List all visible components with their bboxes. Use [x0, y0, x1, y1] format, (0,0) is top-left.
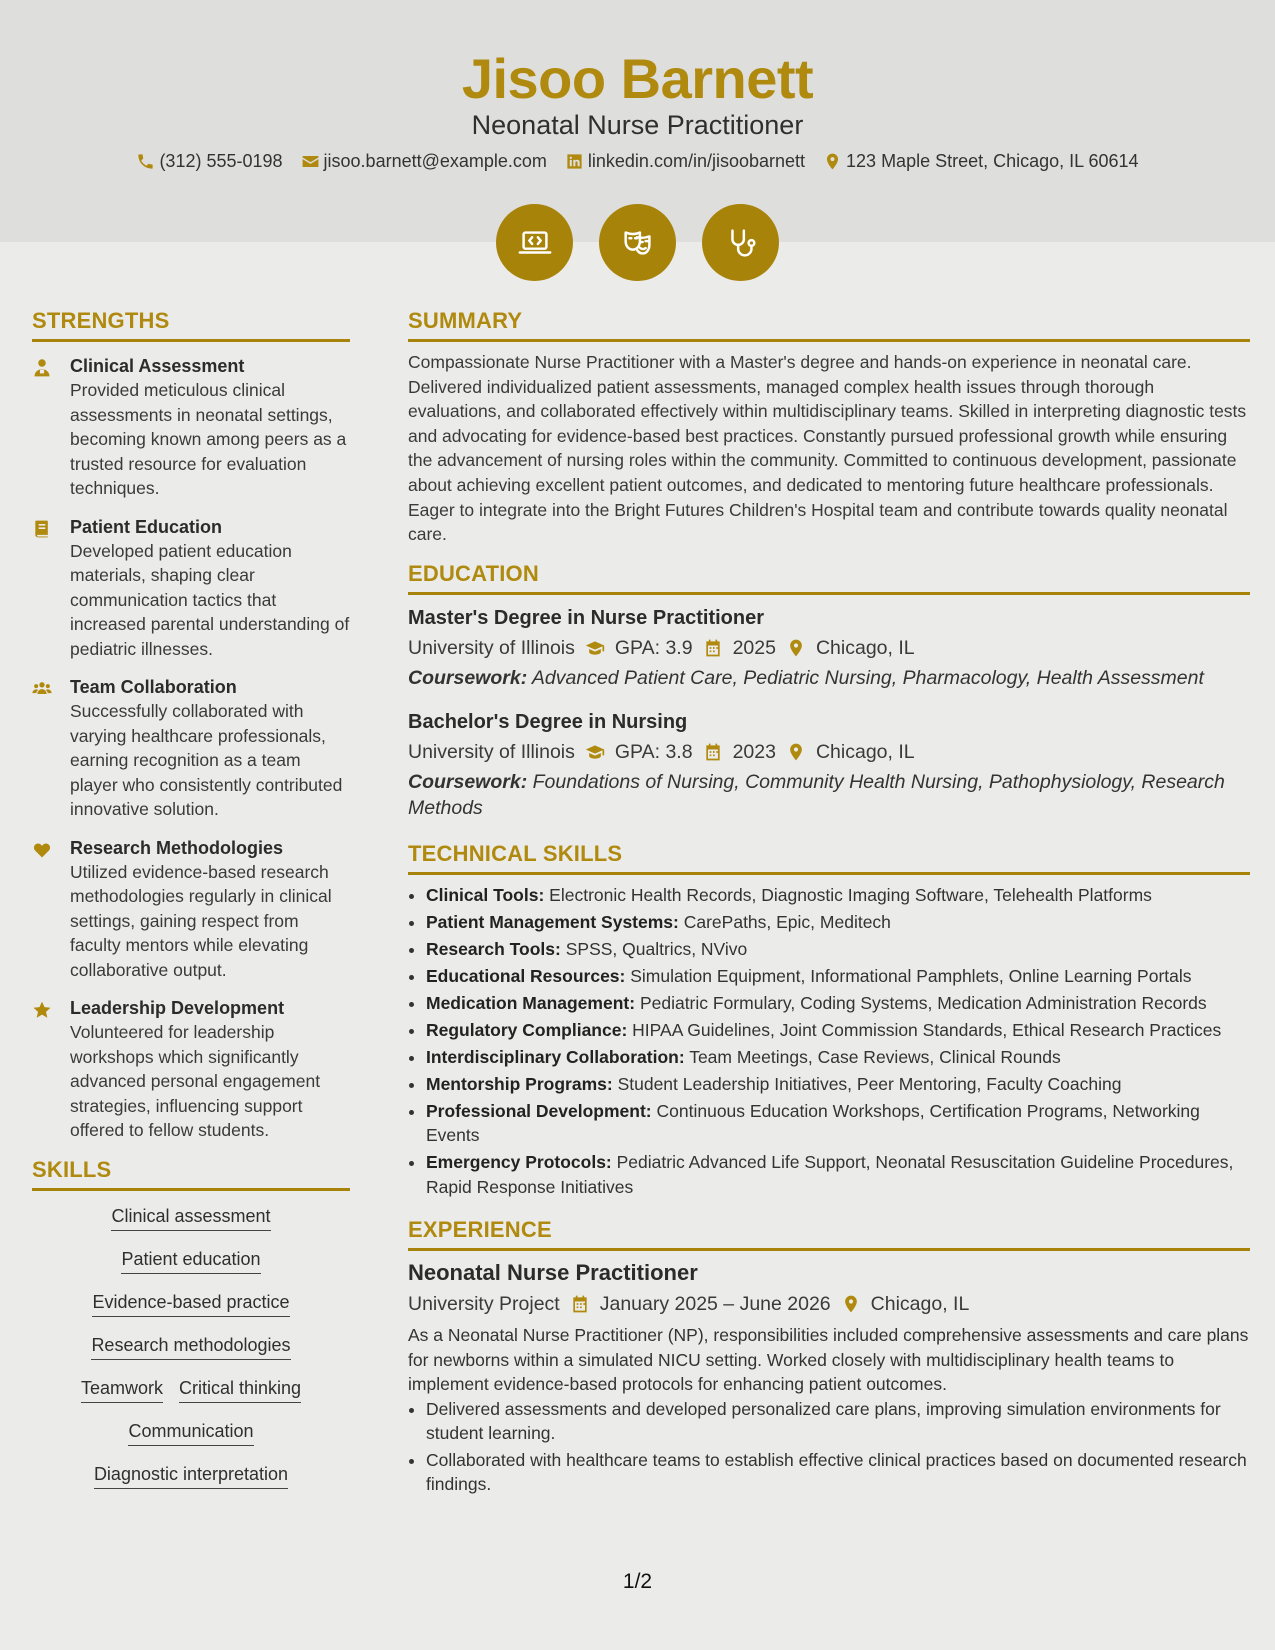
- coursework-text: Foundations of Nursing, Community Health Nursing, Pathophysiology, Research Methods: [408, 770, 1225, 819]
- skill-label: Educational Resources:: [426, 965, 626, 986]
- strengths-list: [32, 354, 350, 1143]
- strength-title: Clinical Assessment: [70, 356, 245, 376]
- map-marker-icon: [786, 742, 806, 762]
- skill-value: Team Meetings, Case Reviews, Clinical Rounds: [689, 1046, 1061, 1067]
- strength-title: Leadership Development: [70, 998, 285, 1018]
- skill-label: Medication Management:: [426, 992, 636, 1013]
- education-location: Chicago, IL: [815, 636, 915, 659]
- map-marker-icon: [823, 152, 842, 171]
- envelope-icon: [301, 152, 320, 171]
- users-icon: [32, 675, 70, 822]
- list-item: [426, 937, 1250, 962]
- skill-tag: Critical thinking: [179, 1377, 301, 1403]
- gpa: GPA: 3.9: [614, 636, 693, 659]
- strength-item: [32, 354, 350, 501]
- skills-heading: SKILLS: [32, 1157, 350, 1191]
- map-marker-icon: [786, 638, 806, 658]
- coursework: [408, 665, 1250, 691]
- skill-tag: Evidence-based practice: [92, 1291, 289, 1317]
- skill-label: Emergency Protocols:: [426, 1152, 612, 1173]
- job-position: Neonatal Nurse Practitioner: [408, 1260, 698, 1286]
- contact-bar: [0, 151, 1275, 172]
- skill-value: Continuous Education Workshops, Certification Programs, Networking Events: [426, 1100, 1200, 1146]
- technical-skills-list: [408, 883, 1250, 1200]
- list-item: [426, 910, 1250, 935]
- contact-address: [823, 151, 1139, 172]
- skill-label: Professional Development:: [426, 1100, 652, 1121]
- strength-desc: Volunteered for leadership workshops which significantly advanced personal engagement strategies, influencing support offered to fellow students.: [70, 1022, 321, 1140]
- skills-list: [32, 1205, 350, 1506]
- job-description: As a Neonatal Nurse Practitioner (NP), responsibilities included comprehensive assessments and care plans for newborns within a simulated NICU setting. Worked closely with multidisciplinary health teams to implement evidence-based protocols for enhancing patient outcomes.: [408, 1325, 1249, 1395]
- skill-label: Research Tools:: [426, 938, 561, 959]
- skill-tag: Research methodologies: [91, 1334, 290, 1360]
- linkedin-text: linkedin.com/in/jisoobarnett: [587, 151, 806, 171]
- strength-desc: Developed patient education materials, shaping clear communication tactics that increased parental understanding of pediatric illnesses.: [70, 540, 350, 659]
- address-text: 123 Maple Street, Chicago, IL 60614: [846, 151, 1139, 171]
- strength-title: Research Methodologies: [70, 837, 284, 858]
- coursework-label: Coursework:: [408, 666, 528, 689]
- right-column: [408, 308, 1250, 1499]
- strengths-heading: STRENGTHS: [32, 308, 350, 342]
- linkedin-icon: [565, 152, 584, 171]
- education-item: [408, 605, 1250, 691]
- skill-value: Simulation Equipment, Informational Pamphlets, Online Learning Portals: [630, 965, 1192, 986]
- strength-item: [32, 515, 350, 662]
- calendar-icon: [570, 1294, 590, 1314]
- list-item: [426, 1045, 1250, 1070]
- job-dates: January 2025 – June 2026: [599, 1293, 831, 1316]
- skill-value: SPSS, Qualtrics, NVivo: [565, 938, 748, 959]
- page-number: 1/2: [622, 1570, 653, 1593]
- summary-text: Compassionate Nurse Practitioner with a Master's degree and hands-on experience in neonatal care. Delivered individualized patient assessments, managed complex health issues through thorough evaluations, and collaborated effectively within multidisciplinary teams. Skilled in interpreting diagnostic tests and advocating for evidence-based best practices. Constantly pursued professional growth while ensuring the advancement of nursing roles within the community. Committed to continuous development, passionate about achieving excellent patient outcomes, and dedicated to mentoring future healthcare professionals. Eager to integrate into the Bright Futures Children's Hospital team and contribute towards quality neonatal care.: [408, 352, 1247, 545]
- candidate-name: Jisoo Barnett: [461, 47, 814, 110]
- list-item: [426, 1099, 1250, 1148]
- skill-value: Student Leadership Initiatives, Peer Mentoring, Faculty Coaching: [617, 1073, 1122, 1094]
- list-item: • Collaborated with healthcare teams to establish effective clinical practices based on documented research findings.: [426, 1448, 1250, 1497]
- strength-title: Team Collaboration: [70, 677, 237, 697]
- education-heading: EDUCATION: [408, 561, 1250, 595]
- laptop-code-icon: [496, 204, 573, 281]
- left-column: [32, 308, 350, 1506]
- skill-label: Regulatory Compliance:: [426, 1019, 628, 1040]
- skill-label: Patient Management Systems:: [426, 911, 679, 932]
- skill-value: Pediatric Formulary, Coding Systems, Medication Administration Records: [639, 992, 1207, 1013]
- stethoscope-icon: [702, 204, 779, 281]
- coursework: [408, 769, 1250, 821]
- calendar-icon: [703, 742, 723, 762]
- book-icon: [32, 515, 70, 662]
- school-name: University of Illinois: [408, 636, 575, 659]
- experience-meta: [408, 1291, 1250, 1317]
- skill-tag: Clinical assessment: [111, 1205, 270, 1231]
- skills-section: [32, 1157, 350, 1506]
- graduation-year: 2025: [732, 636, 776, 659]
- degree-title: Bachelor's Degree in Nursing: [408, 710, 688, 733]
- degree-title: Master's Degree in Nurse Practitioner: [408, 606, 764, 629]
- technical-skills-section: [408, 841, 1250, 1200]
- skill-value: Electronic Health Records, Diagnostic Imaging Software, Telehealth Platforms: [549, 884, 1152, 905]
- organization: University Project: [408, 1293, 560, 1316]
- map-marker-icon: [841, 1294, 861, 1314]
- skill-tag: Teamwork: [81, 1377, 163, 1403]
- school-name: University of Illinois: [408, 740, 575, 763]
- technical-skills-heading: TECHNICAL SKILLS: [408, 841, 1250, 875]
- education-section: [408, 561, 1250, 821]
- skill-tag: Communication: [128, 1420, 253, 1446]
- list-item: [426, 964, 1250, 989]
- summary-heading: SUMMARY: [408, 308, 1250, 342]
- email-text: jisoo.barnett@example.com: [323, 151, 547, 171]
- job-location: Chicago, IL: [870, 1293, 970, 1316]
- skill-value: Pediatric Advanced Life Support, Neonatal Resuscitation Guideline Procedures, Rapid Response Initiatives: [426, 1152, 1234, 1197]
- list-item: [426, 1018, 1250, 1043]
- list-item: [426, 1072, 1250, 1097]
- star-icon: [32, 996, 70, 1143]
- skill-label: Interdisciplinary Collaboration:: [426, 1046, 685, 1067]
- strength-desc: Provided meticulous clinical assessments in neonatal settings, becoming known among peers as a trusted resource for evaluation techniques.: [70, 380, 347, 498]
- education-item: [408, 709, 1250, 821]
- contact-linkedin[interactable]: [565, 151, 805, 172]
- coursework-label: Coursework:: [408, 770, 528, 793]
- graduation-cap-icon: [585, 742, 605, 762]
- experience-section: [408, 1217, 1250, 1497]
- strength-item: [32, 836, 350, 983]
- strength-desc: Utilized evidence-based research methodologies regularly in clinical settings, gaining respect from faculty mentors while elevating collaborative output.: [70, 861, 332, 980]
- list-item: [426, 991, 1250, 1016]
- contact-phone[interactable]: [136, 151, 282, 172]
- phone-icon: [136, 152, 155, 171]
- heart-icon: [32, 836, 70, 983]
- user-doctor-icon: [32, 354, 70, 501]
- badge-icons: [0, 204, 1275, 281]
- gpa: GPA: 3.8: [614, 740, 693, 763]
- strength-title: Patient Education: [70, 516, 223, 537]
- education-location: Chicago, IL: [815, 740, 915, 763]
- skill-value: CarePaths, Epic, Meditech: [683, 911, 891, 932]
- skill-tag: Diagnostic interpretation: [94, 1463, 288, 1489]
- education-meta: [408, 739, 1250, 765]
- strength-desc: Successfully collaborated with varying healthcare professionals, earning recognition as a team player who consistently contributed innovative solution.: [70, 701, 343, 819]
- skill-tag: Patient education: [121, 1248, 260, 1274]
- strength-item: [32, 675, 350, 822]
- list-item: • Delivered assessments and developed personalized care plans, improving simulation environments for student learning.: [426, 1397, 1250, 1446]
- skill-label: Mentorship Programs:: [426, 1073, 613, 1094]
- coursework-text: Advanced Patient Care, Pediatric Nursing, Pharmacology, Health Assessment: [531, 666, 1204, 689]
- experience-heading: EXPERIENCE: [408, 1217, 1250, 1251]
- list-item: [426, 1150, 1250, 1199]
- skill-label: Clinical Tools:: [426, 884, 545, 905]
- graduation-year: 2023: [732, 740, 776, 763]
- calendar-icon: [703, 638, 723, 658]
- contact-email[interactable]: [301, 151, 547, 172]
- strength-item: [32, 996, 350, 1143]
- job-bullets: [408, 1397, 1250, 1497]
- phone-text: (312) 555-0198: [159, 151, 283, 171]
- graduation-cap-icon: [585, 638, 605, 658]
- theater-masks-icon: [599, 204, 676, 281]
- skill-value: HIPAA Guidelines, Joint Commission Standards, Ethical Research Practices: [632, 1019, 1222, 1040]
- education-meta: [408, 635, 1250, 661]
- job-title: Neonatal Nurse Practitioner: [471, 110, 804, 140]
- list-item: [426, 883, 1250, 908]
